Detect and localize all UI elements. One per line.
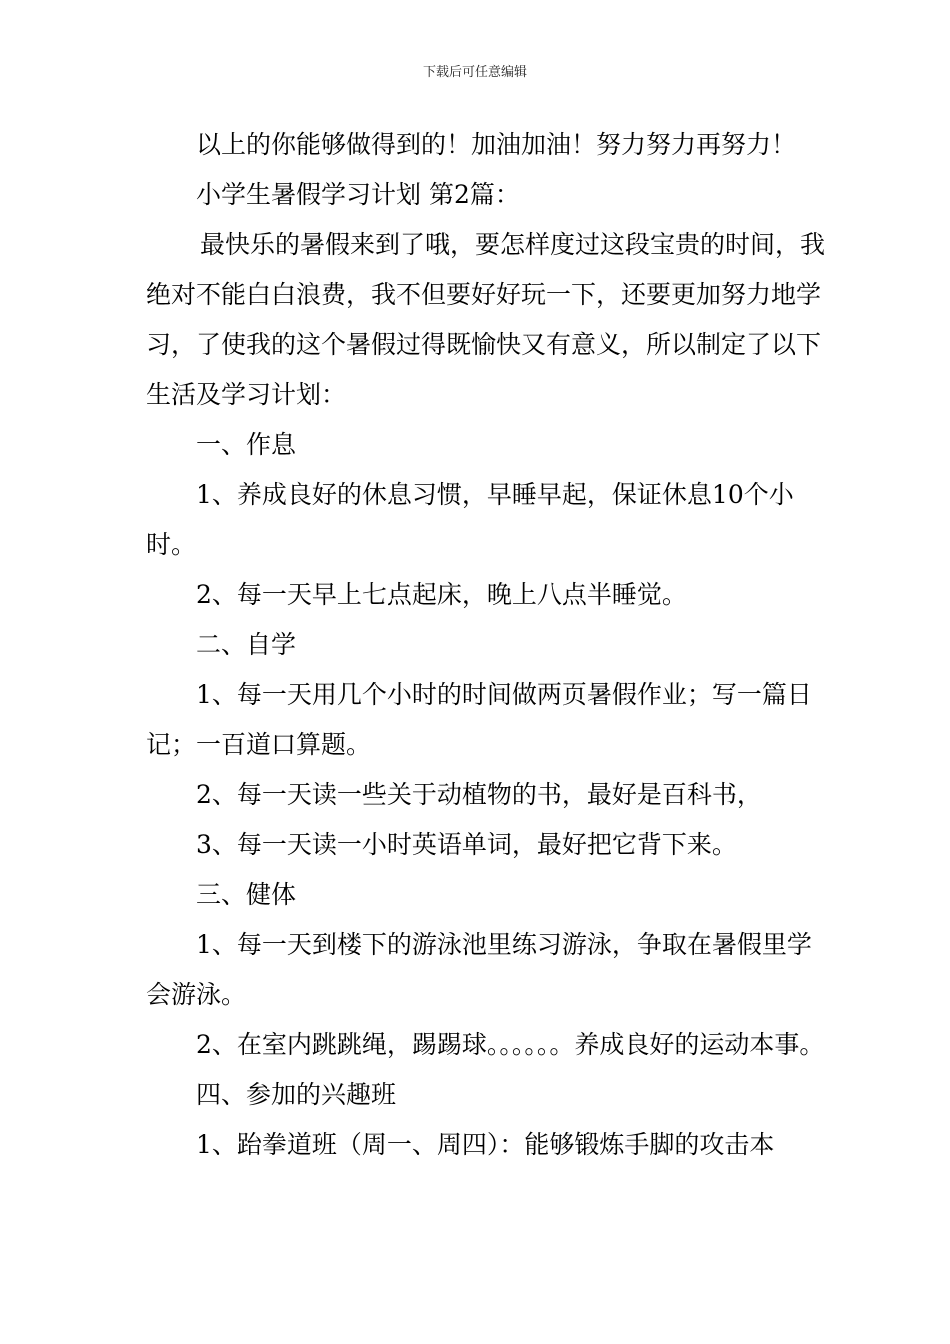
list-item: 2、在室内跳跳绳，踢踢球。。。。。。养成良好的运动本事。 — [196, 1030, 825, 1059]
list-item: 2、每一天读一些关于动植物的书，最好是百科书， — [196, 780, 762, 809]
paragraph: 以上的你能够做得到的！加油加油！努力努力再努力！ — [196, 130, 797, 159]
page-header: 下载后可任意编辑 — [422, 65, 527, 80]
list-item: 1、每一天到楼下的游泳池里练习游泳，争取在暑假里学会游泳。 — [146, 930, 812, 1009]
paragraph: 最快乐的暑假来到了哦，要怎样度过这段宝贵的时间，我绝对不能白白浪费，我不但要好好玩一下，还要更加努力地学习，了使我的这个暑假过得既愉快又有意义，所以制定了以下生活及学习计划： — [146, 230, 826, 409]
section-heading: 四、参加的兴趣班 — [196, 1080, 397, 1109]
list-item: 3、每一天读一小时英语单词，最好把它背下来。 — [196, 830, 737, 859]
section-heading: 一、作息 — [196, 430, 297, 459]
section-heading: 二、自学 — [196, 630, 297, 659]
list-item: 1、每一天用几个小时的时间做两页暑假作业；写一篇日记；一百道口算题。 — [146, 680, 812, 759]
section-title: 小学生暑假学习计划 第2篇： — [196, 180, 520, 209]
list-item: 2、每一天早上七点起床，晚上八点半睡觉。 — [196, 580, 687, 609]
section-heading: 三、健体 — [196, 880, 297, 909]
list-item: 1、养成良好的休息习惯，早睡早起，保证休息10个小时。 — [146, 480, 794, 559]
document-body — [146, 120, 826, 1170]
list-item: 1、跆拳道班（周一、周四）：能够锻炼手脚的攻击本 — [196, 1130, 775, 1159]
